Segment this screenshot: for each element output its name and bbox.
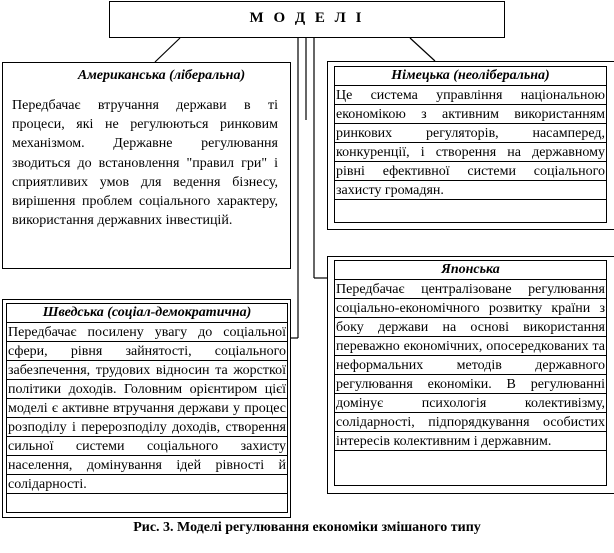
japanese-model-title: Японська <box>335 261 606 280</box>
japanese-model-inner <box>334 260 607 486</box>
german-model-title: Німецька (неоліберальна) <box>335 67 606 86</box>
connector-american <box>155 38 180 62</box>
models-title: М О Д Е Л І <box>249 10 365 26</box>
connector-german <box>410 38 435 61</box>
models-header-box <box>109 1 505 38</box>
japanese-model-text: Передбачає централізоване регулювання соціально-економічного розвитку країни з боку держави на основі використання переважно економічних, опосередкованих та неформальних методів державного регулювання економіки. В регулюванні домінує психологія колективізму, солідарності, підпорядкування особистих інтересів колективним і державним. <box>336 282 605 449</box>
swedish-model-inner <box>6 303 288 513</box>
japanese-model-box <box>327 256 614 494</box>
american-model-title: Американська (ліберальна) <box>77 68 246 83</box>
american-model-box <box>2 62 291 269</box>
swedish-model-box <box>2 299 291 518</box>
swedish-model-title: Шведська (соціал-демократична) <box>7 304 287 323</box>
german-model-text: Це система управління національною економікою з активним використанням ринкових регуляторів, насамперед, конкуренції, і створення на державному рівні ефективної системи соціального захисту громадян. <box>336 88 605 198</box>
american-model-text: Передбачає втручання держави в ті процеси, які не регулюються ринковим механізмом. Державне регулювання зводиться до встановлення "правил гри" і сприятливих умов для ведення бізнесу, вирішення проблем соціального характеру, використання державних інвестицій. <box>12 98 278 229</box>
german-model-box <box>327 61 614 230</box>
swedish-model-text: Передбачає посилену увагу до соціальної сфери, рівня зайнятості, соціального забезпечення, трудових відносин та жорсткої політики доходів. Головним орієнтиром цієї моделі є активне втручання держави у процес розподілу і перерозподілу доходів, створення сильної системи соціального захисту населення, домінування ідей рівності й солідарності. <box>8 325 286 492</box>
german-model-inner <box>334 66 607 223</box>
figure-caption: Рис. 3. Моделі регулювання економіки змішаного типу <box>133 520 481 535</box>
